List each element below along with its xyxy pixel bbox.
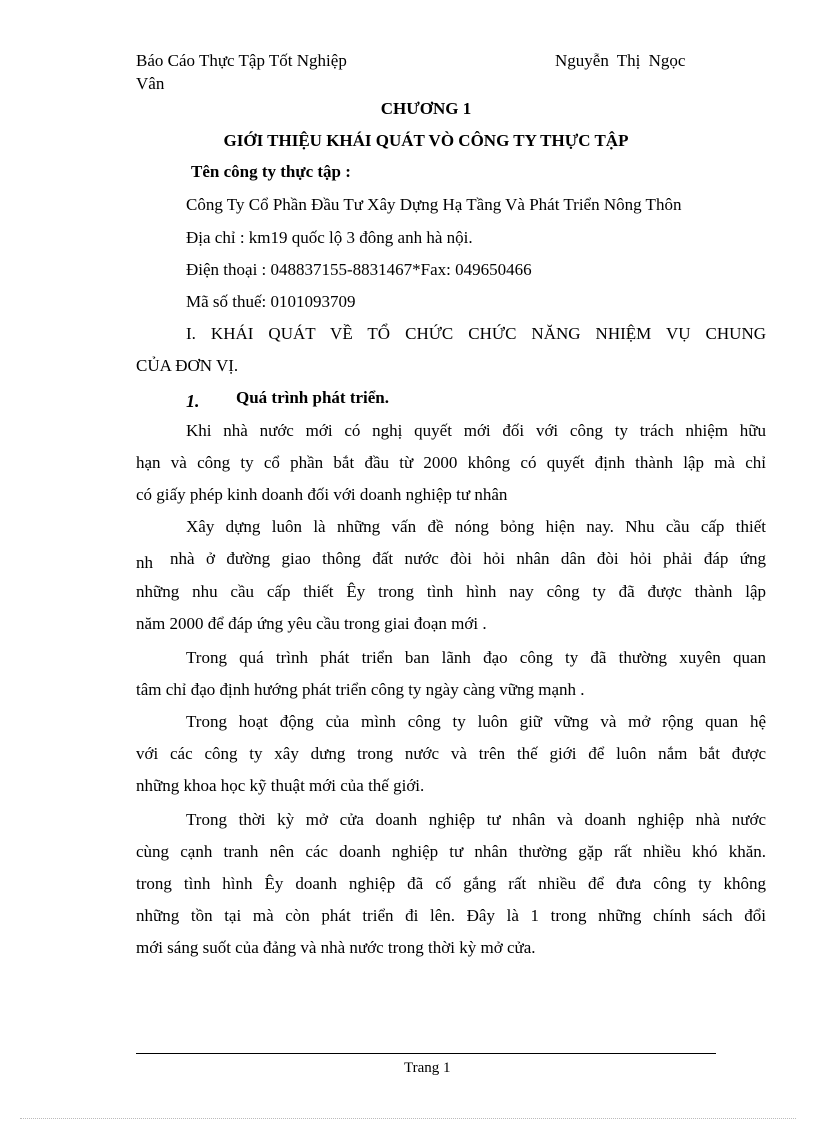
header-author: Nguyễn Thị Ngọc <box>555 51 686 70</box>
page-number: Trang 1 <box>404 1060 451 1076</box>
paragraph-5-line-1: Trong thời kỳ mở cửa doanh nghiệp tư nhân và doanh nghiệp nhà nước <box>186 810 766 829</box>
paragraph-5-line-2: cùng cạnh tranh nên các doanh nghiệp tư nhân thường gặp rất nhiều khó khăn. <box>136 842 766 861</box>
paragraph-2-fragment: nh <box>136 553 153 572</box>
paragraph-3-line-2: tâm chỉ đạo định hướng phát triển công ty ngày càng vững mạnh . <box>136 680 585 699</box>
paragraph-2-line-1: Xây dựng luôn là những vấn đề nóng bỏng hiện nay. Nhu cầu cấp thiết <box>186 517 766 536</box>
paragraph-5-line-5: mới sáng suốt của đảng và nhà nước trong thời kỳ mở cửa. <box>136 938 536 957</box>
paragraph-1-line-3: có giấy phép kinh doanh đối với doanh nghiệp tư nhân <box>136 485 508 504</box>
company-address: Địa chỉ : km19 quốc lộ 3 đông anh hà nội. <box>186 228 473 247</box>
subsection-number: 1. <box>186 391 200 411</box>
paragraph-4-line-2: với các công ty xây dưng trong nước và trên thế giới để luôn nắm bắt được <box>136 744 766 763</box>
company-label: Tên công ty thực tập : <box>191 162 351 181</box>
company-name: Công Ty Cổ Phần Đầu Tư Xây Dựng Hạ Tầng Và Phát Triển Nông Thôn <box>186 195 682 214</box>
paragraph-2-line-3: những nhu cầu cấp thiết Êy trong tình hình nay công ty đã được thành lập <box>136 582 766 601</box>
chapter-title: CHƯƠNG 1 <box>380 99 472 118</box>
paragraph-2-line-4: năm 2000 để đáp ứng yêu cầu trong giai đoạn mới . <box>136 614 487 633</box>
section-heading-line2: CỦA ĐƠN VỊ. <box>136 356 239 375</box>
header-author-continued: Vân <box>136 74 165 93</box>
paragraph-1-line-2: hạn và công ty cổ phần bắt đầu từ 2000 không có quyết định thành lập mà chỉ <box>136 453 766 472</box>
paragraph-5-line-4: những tồn tại mà còn phát triển đi lên. Đây là 1 trong những chính sách đổi <box>136 906 766 925</box>
paragraph-2-line-2: nhà ở đường giao thông đất nước đòi hỏi nhân dân đòi hỏi phải đáp ứng <box>170 549 766 568</box>
header-report-title: Báo Cáo Thực Tập Tốt Nghiệp <box>136 51 347 70</box>
company-phone: Điện thoại : 048837155-8831467*Fax: 049650466 <box>186 260 532 279</box>
paragraph-1-line-1: Khi nhà nước mới có nghị quyết mới đối với công ty trách nhiệm hữu <box>186 421 766 440</box>
subsection-title: Quá trình phát triển. <box>236 388 390 407</box>
paragraph-4-line-1: Trong hoạt động của mình công ty luôn giữ vững và mở rộng quan hệ <box>186 712 766 731</box>
company-tax-code: Mã số thuế: 0101093709 <box>186 292 356 311</box>
footer-divider <box>136 1053 716 1054</box>
paragraph-3-line-1: Trong quá trình phát triển ban lãnh đạo công ty đã thường xuyên quan <box>186 648 766 667</box>
paragraph-5-line-3: trong tình hình Êy doanh nghiệp đã cố gắng rất nhiều để đưa công ty không <box>136 874 766 893</box>
chapter-subtitle: GIỚI THIỆU KHÁI QUÁT VÒ CÔNG TY THỰC TẬP <box>223 131 629 150</box>
paragraph-4-line-3: những khoa học kỹ thuật mới của thế giới. <box>136 776 425 795</box>
section-heading-line1: I. KHÁI QUÁT VỀ TỔ CHỨC CHỨC NĂNG NHIỆM VỤ CHUNG <box>186 324 766 343</box>
page-boundary <box>20 1118 796 1119</box>
